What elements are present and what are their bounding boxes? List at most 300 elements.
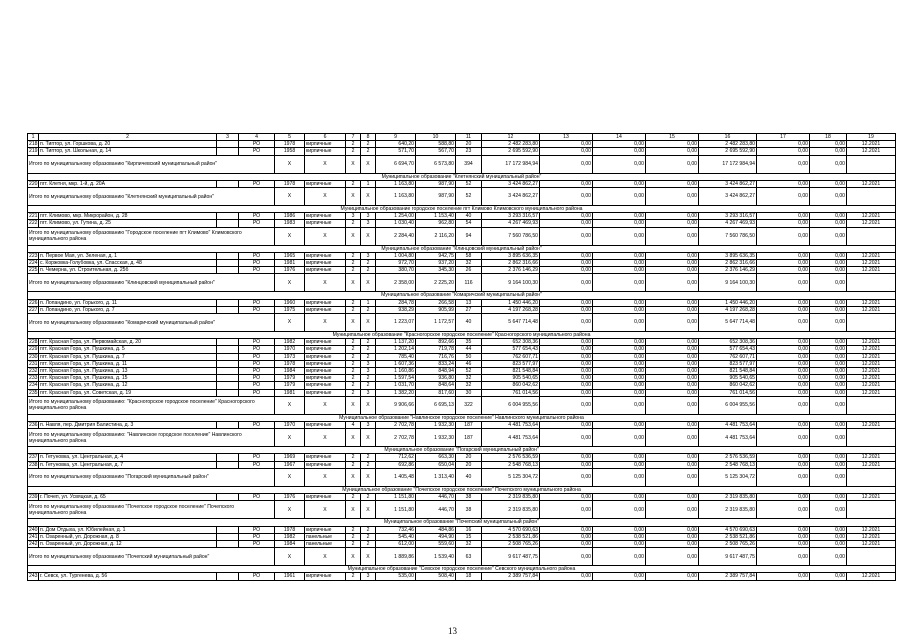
table-cell: РО [239, 540, 275, 547]
table-cell [217, 494, 239, 501]
table-cell: 1967 [275, 461, 305, 468]
table-cell: 0,00 [810, 252, 847, 259]
table-cell: РО [239, 526, 275, 533]
subtotal-cell: X [275, 468, 305, 486]
subtotal-cell: X [275, 227, 305, 245]
table-cell: 0,00 [646, 526, 699, 533]
subtotal-cell: 9 906,66 [376, 396, 416, 414]
table-cell: 35 [456, 339, 482, 346]
table-cell: 227 [29, 306, 38, 313]
subtotal-cell: 0,00 [593, 227, 646, 245]
table-cell: 0,00 [540, 422, 593, 429]
table-cell: 2 [346, 368, 361, 375]
table-cell: 1978 [275, 526, 305, 533]
subtotal-cell: 94 [456, 227, 482, 245]
table-cell: 0,00 [757, 360, 810, 367]
subtotal-cell: 5 647 714,48 [482, 314, 540, 332]
table-cell: 2 [346, 299, 361, 306]
subtotal-cell: 0,00 [810, 429, 847, 447]
table-cell: 0,00 [593, 540, 646, 547]
section-title: Муниципальное образование "Почепское городское поселение" Почепского муниципального района [28, 486, 896, 493]
table-cell: 20 [456, 141, 482, 148]
subtotal-cell: 0,00 [540, 548, 593, 566]
subtotal-cell: 0,00 [540, 188, 593, 206]
table-cell [217, 353, 239, 360]
table-cell: 0,00 [540, 220, 593, 227]
subtotal-cell: X [361, 188, 376, 206]
table-cell: 4 570 690,63 [699, 526, 757, 533]
subtotal-row [28, 396, 896, 414]
table-cell: 0,00 [540, 368, 593, 375]
table-cell: 380,70 [376, 267, 416, 274]
section-title: Муниципальное образование "Севское городское поселение" Севского муниципального района [28, 566, 896, 573]
table-cell: 1 [361, 180, 376, 187]
subtotal-cell: 0,00 [540, 468, 593, 486]
table-cell: 0,00 [593, 220, 646, 227]
table-cell [217, 573, 239, 580]
subtotal-cell: 2 116,20 [416, 227, 456, 245]
column-number: 7 [346, 134, 361, 141]
table-cell: 0,00 [810, 353, 847, 360]
table-cell: кирпичные [305, 526, 346, 533]
table-cell: 640,20 [376, 141, 416, 148]
table-cell: 12.2021 [847, 375, 896, 382]
table-cell: 0,00 [593, 533, 646, 540]
table-cell: 0,00 [593, 306, 646, 313]
table-cell: 577 654,43 [482, 346, 540, 353]
table-cell: 833,24 [416, 360, 456, 367]
table-cell: 4 267 469,93 [699, 220, 757, 227]
subtotal-cell: X [305, 155, 346, 173]
column-number: 5 [275, 134, 305, 141]
table-cell: 237 [29, 454, 38, 461]
table-cell: кирпичные [305, 267, 346, 274]
table-cell: 0,00 [593, 382, 646, 389]
table-cell: 44 [456, 346, 482, 353]
table-cell: 228 [29, 339, 38, 346]
table-cell: 1970 [275, 346, 305, 353]
table-cell: 40 [456, 213, 482, 220]
subtotal-cell [847, 274, 896, 292]
table-cell: пгт. Красная Гора, ул. Пушкина, д. 5 [39, 346, 217, 353]
table-cell: 2 [346, 306, 361, 313]
subtotal-label: Итого по муниципальному образованию "Кирпичевский муниципальный район" [28, 155, 275, 173]
table-cell: 0,00 [540, 346, 593, 353]
subtotal-cell: 0,00 [540, 429, 593, 447]
table-cell: 38 [456, 494, 482, 501]
table-cell: 2 [361, 339, 376, 346]
table-cell: 2 [361, 533, 376, 540]
table-cell: 0,00 [757, 252, 810, 259]
table-cell: 1981 [275, 260, 305, 267]
table-cell: кирпичные [305, 220, 346, 227]
table-cell: пгт. Красная Гора, ул. Советская, д. 19 [39, 389, 217, 396]
section-header-row [28, 447, 896, 454]
subtotal-cell: 0,00 [540, 501, 593, 519]
table-cell: 0,00 [810, 148, 847, 155]
subtotal-cell: X [361, 501, 376, 519]
table-cell: 54 [456, 220, 482, 227]
table-cell: пгт. Красная Гора, ул. Пушкина, д. 13 [39, 368, 217, 375]
table-cell: РО [239, 353, 275, 360]
table-row [28, 360, 896, 367]
subtotal-cell [847, 396, 896, 414]
table-cell: 962,80 [416, 220, 456, 227]
table-row [28, 533, 896, 540]
subtotal-cell: X [305, 314, 346, 332]
table-cell: 238 [29, 461, 38, 468]
table-cell: 15 [456, 533, 482, 540]
subtotal-cell: 0,00 [810, 274, 847, 292]
table-cell: 232 [29, 368, 38, 375]
subtotal-cell: 987,90 [416, 188, 456, 206]
subtotal-label: Итого по муниципальному образованию "Клинцовский муниципальный район" [28, 274, 275, 292]
table-cell: 12.2021 [847, 346, 896, 353]
subtotal-cell: 0,00 [593, 429, 646, 447]
table-cell: пгт. Клетня, мкр. 1-й, д. 20А [39, 180, 217, 187]
table-cell: 1983 [275, 220, 305, 227]
table-cell: кирпичные [305, 339, 346, 346]
table-cell: 2 [361, 267, 376, 274]
table-cell: 32 [456, 375, 482, 382]
table-cell: 2 [346, 382, 361, 389]
subtotal-cell: 0,00 [810, 468, 847, 486]
table-cell: кирпичные [305, 213, 346, 220]
subtotal-cell: 0,00 [757, 227, 810, 245]
table-cell: 0,00 [810, 573, 847, 580]
table-cell: 2 [346, 454, 361, 461]
table-cell: 0,00 [810, 220, 847, 227]
column-number: 15 [646, 134, 699, 141]
column-number: 3 [217, 134, 239, 141]
subtotal-cell: 38 [456, 501, 482, 519]
section-title: Муниципальное образование "Погарский муниципальный район" [28, 447, 896, 454]
table-cell: 0,00 [810, 526, 847, 533]
table-cell: 16 [456, 526, 482, 533]
table-cell [217, 213, 239, 220]
table-cell: 1 160,86 [376, 368, 416, 375]
column-number: 8 [361, 134, 376, 141]
table-cell: 0,00 [810, 141, 847, 148]
table-cell: 12.2021 [847, 267, 896, 274]
section-header-row [28, 292, 896, 299]
table-cell: 2 319 835,80 [699, 494, 757, 501]
subtotal-cell: X [305, 429, 346, 447]
table-cell: 2 [346, 573, 361, 580]
table-cell: 0,00 [646, 267, 699, 274]
table-cell: 1 153,40 [416, 213, 456, 220]
table-cell: 719,78 [416, 346, 456, 353]
table-cell: 1982 [275, 533, 305, 540]
column-number: 12 [482, 134, 540, 141]
table-cell: кирпичные [305, 306, 346, 313]
subtotal-cell: 6 695,13 [416, 396, 456, 414]
table-cell: 226 [29, 299, 38, 306]
subtotal-cell: X [275, 155, 305, 173]
table-cell: 12.2021 [847, 573, 896, 580]
table-cell: 0,00 [646, 573, 699, 580]
subtotal-cell: X [361, 468, 376, 486]
table-cell: 187 [456, 422, 482, 429]
table-cell: РО [239, 220, 275, 227]
subtotal-cell: 5 647 714,48 [699, 314, 757, 332]
table-cell: 2 [346, 375, 361, 382]
table-cell: 12.2021 [847, 526, 896, 533]
table-cell: 0,00 [810, 382, 847, 389]
subtotal-cell: 0,00 [646, 548, 699, 566]
table-cell: 0,00 [757, 213, 810, 220]
table-cell: 0,00 [646, 461, 699, 468]
table-cell: пгт. Климово, ул. Гутина, д. 25 [39, 220, 217, 227]
table-cell: 3 [361, 360, 376, 367]
table-cell: РО [239, 213, 275, 220]
table-cell: п. Типтор, ул. Школьная, д. 14 [39, 148, 217, 155]
table-cell: 535,00 [376, 573, 416, 580]
table-cell: кирпичные [305, 454, 346, 461]
table-cell: 1 031,70 [376, 382, 416, 389]
table-cell: 1958 [275, 148, 305, 155]
table-cell: кирпичные [305, 141, 346, 148]
table-cell: 1 932,30 [416, 422, 456, 429]
table-cell: 1 030,40 [376, 220, 416, 227]
table-cell: 0,00 [646, 540, 699, 547]
table-cell: 236 [29, 422, 38, 429]
table-cell: кирпичные [305, 573, 346, 580]
table-cell: 0,00 [540, 389, 593, 396]
subtotal-cell: 0,00 [646, 227, 699, 245]
table-cell: РО [239, 267, 275, 274]
table-cell: 3 [361, 368, 376, 375]
table-cell: РО [239, 346, 275, 353]
table-cell: 0,00 [646, 252, 699, 259]
table-cell: 242 [29, 540, 38, 547]
table-cell: 0,00 [646, 260, 699, 267]
subtotal-cell: 7 560 786,50 [482, 227, 540, 245]
table-cell: 2 [346, 389, 361, 396]
subtotal-cell: 0,00 [810, 155, 847, 173]
table-cell: 823 577,97 [482, 360, 540, 367]
subtotal-cell: 5 125 304,72 [482, 468, 540, 486]
table-cell [217, 252, 239, 259]
table-cell: 3 [361, 422, 376, 429]
table-cell: 0,00 [810, 306, 847, 313]
table-cell: 484,86 [416, 526, 456, 533]
table-cell: п. Озаренный, ул. Дорожная, д. 8 [39, 533, 217, 540]
table-cell: 220 [29, 180, 38, 187]
table-cell: 2 482 283,80 [482, 141, 540, 148]
table-cell: 821 548,84 [482, 368, 540, 375]
table-cell: 2 376 146,29 [699, 267, 757, 274]
table-cell: 0,00 [540, 180, 593, 187]
table-cell: 0,00 [646, 220, 699, 227]
table-cell: 0,00 [540, 573, 593, 580]
table-cell: 0,00 [540, 141, 593, 148]
table-cell: 0,00 [757, 494, 810, 501]
subtotal-cell: 1 539,40 [416, 548, 456, 566]
table-cell: 3 293 316,57 [699, 213, 757, 220]
subtotal-cell: X [305, 188, 346, 206]
subtotal-cell: X [275, 274, 305, 292]
table-cell: 0,00 [757, 454, 810, 461]
table-cell: панельные [305, 540, 346, 547]
table-cell: 0,00 [540, 353, 593, 360]
table-cell: 2 [346, 252, 361, 259]
table-row [28, 573, 896, 580]
subtotal-cell: 0,00 [646, 468, 699, 486]
table-cell: 0,00 [593, 360, 646, 367]
subtotal-cell [847, 548, 896, 566]
table-cell: 0,00 [810, 533, 847, 540]
table-cell: 0,00 [646, 494, 699, 501]
subtotal-cell: 187 [456, 429, 482, 447]
table-cell [217, 267, 239, 274]
table-row [28, 375, 896, 382]
table-cell: 0,00 [593, 180, 646, 187]
table-cell: 2 [346, 339, 361, 346]
subtotal-cell: 4 481 753,64 [699, 429, 757, 447]
table-cell: 2 [346, 360, 361, 367]
table-cell: кирпичные [305, 360, 346, 367]
subtotal-cell: X [346, 314, 361, 332]
table-cell: 0,00 [646, 360, 699, 367]
section-header-row [28, 245, 896, 252]
table-cell: РО [239, 533, 275, 540]
subtotal-cell: 1 151,80 [376, 501, 416, 519]
subtotal-cell: 0,00 [757, 314, 810, 332]
subtotal-row [28, 314, 896, 332]
table-cell: 1969 [275, 454, 305, 461]
section-header-row [28, 332, 896, 339]
table-cell: 27 [456, 306, 482, 313]
column-number: 11 [456, 134, 482, 141]
table-cell: 0,00 [540, 148, 593, 155]
subtotal-cell: X [346, 274, 361, 292]
subtotal-cell: 446,70 [416, 501, 456, 519]
table-cell: 0,00 [757, 299, 810, 306]
table-cell: 559,60 [416, 540, 456, 547]
table-cell: 0,00 [593, 375, 646, 382]
subtotal-cell: X [361, 155, 376, 173]
table-cell: 12.2021 [847, 180, 896, 187]
subtotal-label: Итого по муниципальному образованию "Почепское городское поселение" Почепского муниципального района [28, 501, 275, 519]
table-cell: 1976 [275, 267, 305, 274]
subtotal-cell: 9 617 487,75 [699, 548, 757, 566]
table-cell: 1975 [275, 306, 305, 313]
subtotal-cell: 1 223,07 [376, 314, 416, 332]
subtotal-cell: 0,00 [757, 501, 810, 519]
table-cell: 20 [456, 461, 482, 468]
table-cell: 26 [456, 267, 482, 274]
table-cell: 2 [346, 148, 361, 155]
table-cell: 905,99 [416, 306, 456, 313]
table-row [28, 540, 896, 547]
table-cell: 4 267 469,93 [482, 220, 540, 227]
table-cell: 2 548 768,13 [699, 461, 757, 468]
section-header-row [28, 519, 896, 526]
table-cell: кирпичные [305, 299, 346, 306]
table-cell: 0,00 [540, 533, 593, 540]
table-row [28, 454, 896, 461]
table-cell [217, 306, 239, 313]
table-cell: 1982 [275, 339, 305, 346]
table-cell [217, 260, 239, 267]
table-cell: 2 [346, 494, 361, 501]
table-cell: 732,46 [376, 526, 416, 533]
table-cell: 860 042,62 [699, 382, 757, 389]
table-cell: 18 [456, 573, 482, 580]
table-cell: п. Типтор, ул. Горшкова, д. 20 [39, 141, 217, 148]
table-cell: 0,00 [646, 422, 699, 429]
table-cell: 2 695 592,90 [482, 148, 540, 155]
table-cell: 0,00 [593, 526, 646, 533]
table-cell: 0,00 [810, 180, 847, 187]
table-cell: 225 [29, 267, 38, 274]
column-number: 9 [376, 134, 416, 141]
table-cell: 905 540,65 [482, 375, 540, 382]
table-cell: 0,00 [593, 148, 646, 155]
table-cell: 0,00 [757, 540, 810, 547]
table-cell: РО [239, 360, 275, 367]
table-cell: 12.2021 [847, 389, 896, 396]
table-cell: кирпичные [305, 148, 346, 155]
table-cell: РО [239, 422, 275, 429]
subtotal-label: Итого по муниципальному образованию: "Навлинское городское поселение" Навлинского муниципального района [28, 429, 275, 447]
subtotal-cell: 0,00 [593, 188, 646, 206]
table-cell: 0,00 [540, 375, 593, 382]
table-cell: 821 548,84 [699, 368, 757, 375]
subtotal-cell: X [346, 429, 361, 447]
column-number: 18 [810, 134, 847, 141]
table-cell: 2 576 536,59 [699, 454, 757, 461]
table-row [28, 260, 896, 267]
table-cell [217, 220, 239, 227]
subtotal-row [28, 468, 896, 486]
table-cell [217, 540, 239, 547]
table-cell [217, 141, 239, 148]
table-cell: 2 319 835,80 [482, 494, 540, 501]
table-cell: 1973 [275, 353, 305, 360]
section-header-row [28, 486, 896, 493]
table-cell: 2 [346, 141, 361, 148]
subtotal-cell: 0,00 [757, 155, 810, 173]
subtotal-cell: 9 164 100,30 [699, 274, 757, 292]
table-cell: 0,00 [540, 267, 593, 274]
subtotal-label: Итого по муниципальному образованию: "Красногорское городское поселение" Красногорского муниципального района [28, 396, 275, 414]
table-cell: 0,00 [810, 213, 847, 220]
subtotal-cell: 0,00 [810, 227, 847, 245]
subtotal-cell: X [346, 468, 361, 486]
table-cell: 1984 [275, 368, 305, 375]
table-cell: 1976 [275, 494, 305, 501]
subtotal-cell: 2 225,20 [416, 274, 456, 292]
table-cell [217, 461, 239, 468]
table-cell [217, 454, 239, 461]
table-cell: 0,00 [646, 454, 699, 461]
table-cell: 1 [361, 299, 376, 306]
table-cell: 2 [361, 306, 376, 313]
subtotal-cell: 1 405,48 [376, 468, 416, 486]
subtotal-cell: 52 [456, 188, 482, 206]
table-cell: п. Дом Отдыха, ул. Юбилейная, д. 1 [39, 526, 217, 533]
table-cell: 4 481 753,64 [699, 422, 757, 429]
table-cell: 0,00 [593, 368, 646, 375]
table-cell: 762 607,71 [482, 353, 540, 360]
table-row [28, 306, 896, 313]
table-cell: 243 [29, 573, 38, 580]
subtotal-cell [847, 468, 896, 486]
table-cell: 0,00 [593, 422, 646, 429]
table-cell: 0,00 [540, 339, 593, 346]
